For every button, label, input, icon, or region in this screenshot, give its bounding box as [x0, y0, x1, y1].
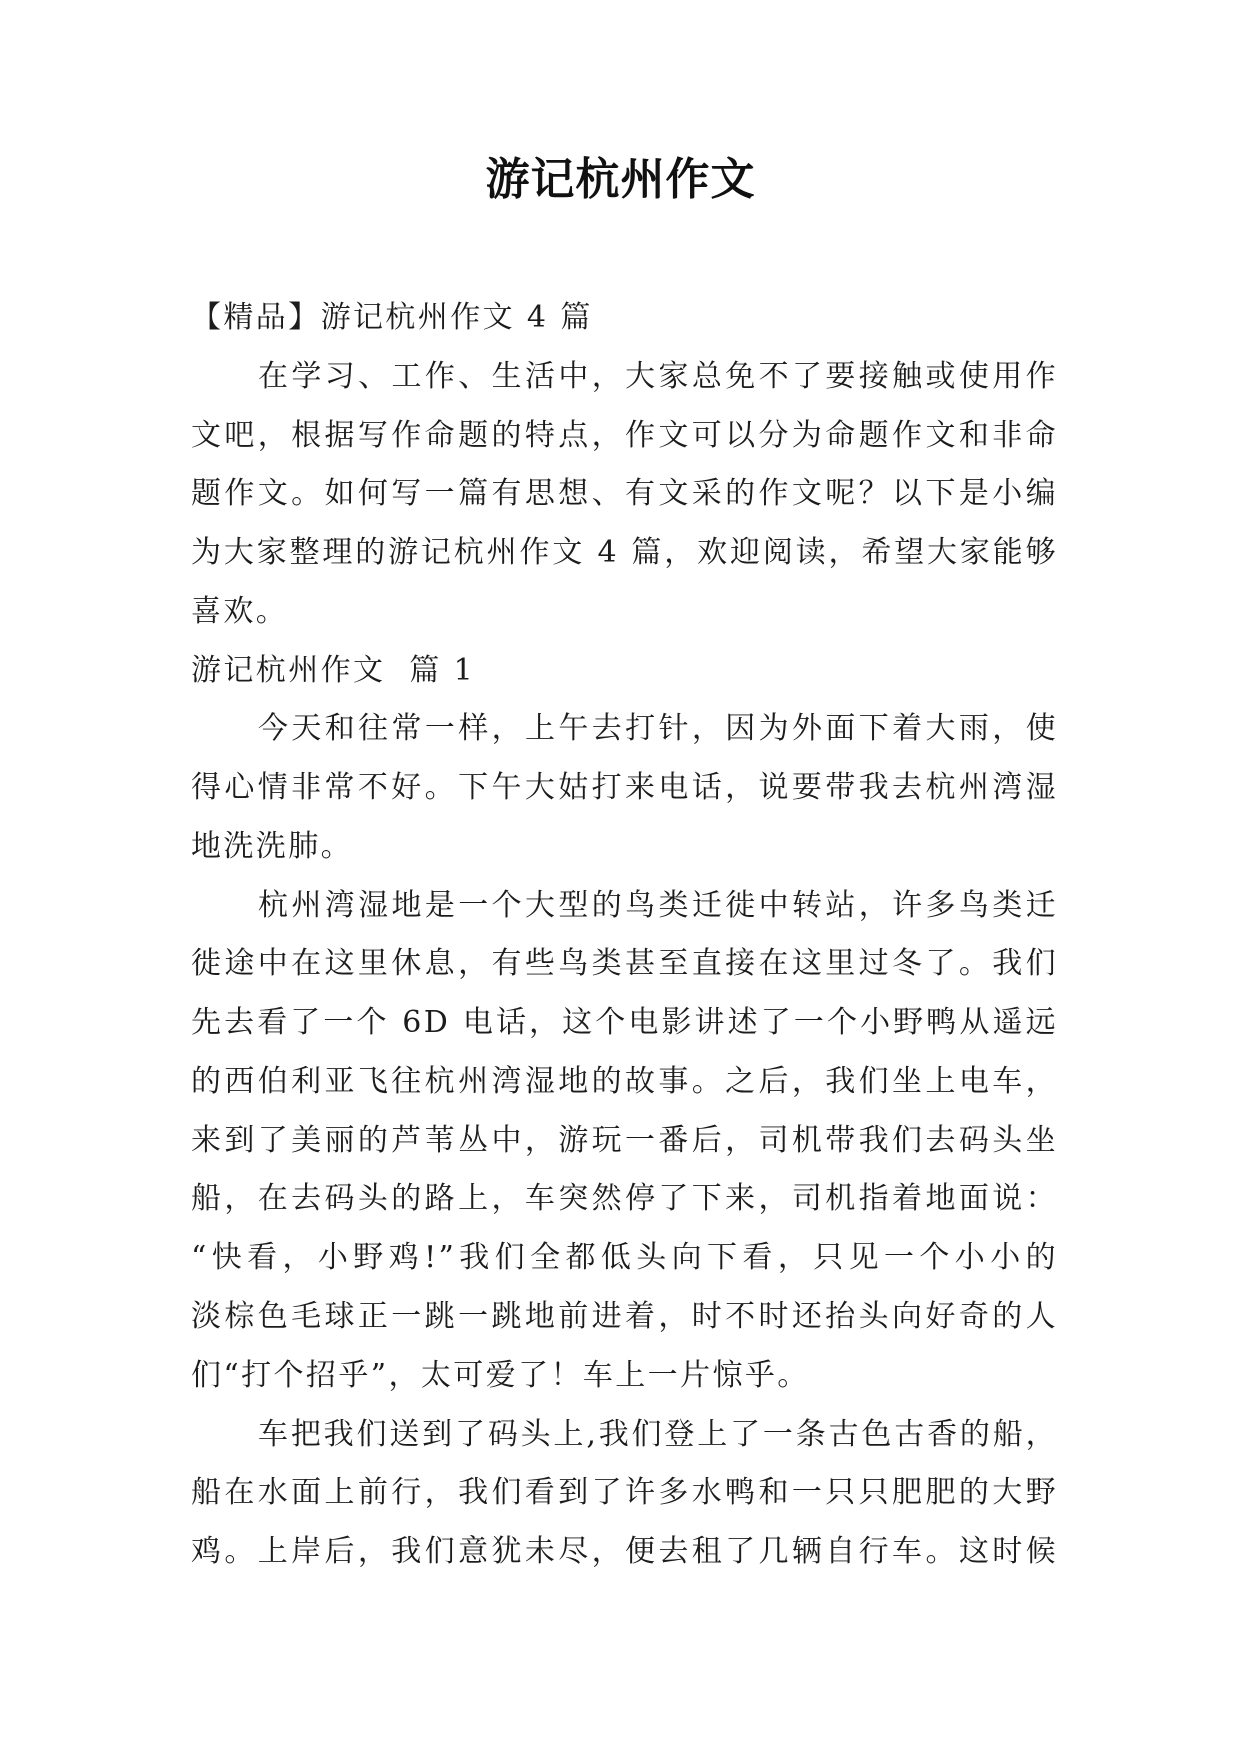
- section-paragraph: [191, 1406, 1058, 1582]
- paragraph-line: 来到了美丽的芦苇丛中，游玩一番后，司机带我们去码头坐: [191, 1122, 1058, 1158]
- paragraph-line: 先去看了一个 6D 电话，这个电影讲述了一个小野鸭从遥远: [191, 1005, 1058, 1041]
- document-title: 游记杭州作文: [485, 154, 756, 205]
- paragraph-line: 得心情非常不好。下午大姑打来电话，说要带我去杭州湾湿: [191, 770, 1058, 806]
- document-body: [191, 289, 1058, 1582]
- paragraph-line: “快看，小野鸡!”我们全都低头向下看，只见一个小小的: [191, 1240, 1058, 1276]
- paragraph-line: 鸡。上岸后，我们意犹未尽，便去租了几辆自行车。这时候: [191, 1534, 1058, 1570]
- paragraph-line: 徙途中在这里休息，有些鸟类甚至直接在这里过冬了。我们: [191, 946, 1058, 982]
- paragraph-line: 喜欢。: [191, 593, 289, 629]
- paragraph-line: 今天和往常一样，上午去打针，因为外面下着大雨，使: [258, 711, 1058, 747]
- paragraph-line: 的西伯利亚飞往杭州湾湿地的故事。之后，我们坐上电车，: [191, 1063, 1058, 1099]
- paragraph-line: 地洗洗肺。: [191, 828, 353, 864]
- paragraph-line: 船在水面上前行，我们看到了许多水鸭和一只只肥肥的大野: [191, 1475, 1058, 1511]
- intro-heading: 【精品】游记杭州作文 4 篇: [191, 300, 593, 335]
- paragraph-line: 题作文。如何写一篇有思想、有文采的作文呢？以下是小编: [191, 476, 1058, 512]
- paragraph-line: 杭州湾湿地是一个大型的鸟类迁徙中转站，许多鸟类迁: [258, 887, 1058, 923]
- paragraph-line: 淡棕色毛球正一跳一跳地前进着，时不时还抬头向好奇的人: [191, 1299, 1058, 1335]
- section-heading: 游记杭州作文 篇 1: [191, 652, 476, 688]
- paragraph-line: 在学习、工作、生活中，大家总免不了要接触或使用作: [258, 358, 1058, 394]
- section-paragraph: [191, 700, 1058, 876]
- paragraph-line: 为大家整理的游记杭州作文 4 篇，欢迎阅读，希望大家能够: [191, 535, 1058, 571]
- section-paragraph: [191, 877, 1058, 1406]
- paragraph-line: 们“打个招乎”，太可爱了！车上一片惊乎。: [191, 1357, 810, 1393]
- paragraph-line: 文吧，根据写作命题的特点，作文可以分为命题作文和非命: [191, 417, 1058, 453]
- paragraph-line: 船，在去码头的路上，车突然停了下来，司机指着地面说：: [191, 1181, 1058, 1217]
- paragraph-line: 车把我们送到了码头上,我们登上了一条古色古香的船，: [258, 1416, 1058, 1452]
- intro-paragraph: [191, 348, 1058, 642]
